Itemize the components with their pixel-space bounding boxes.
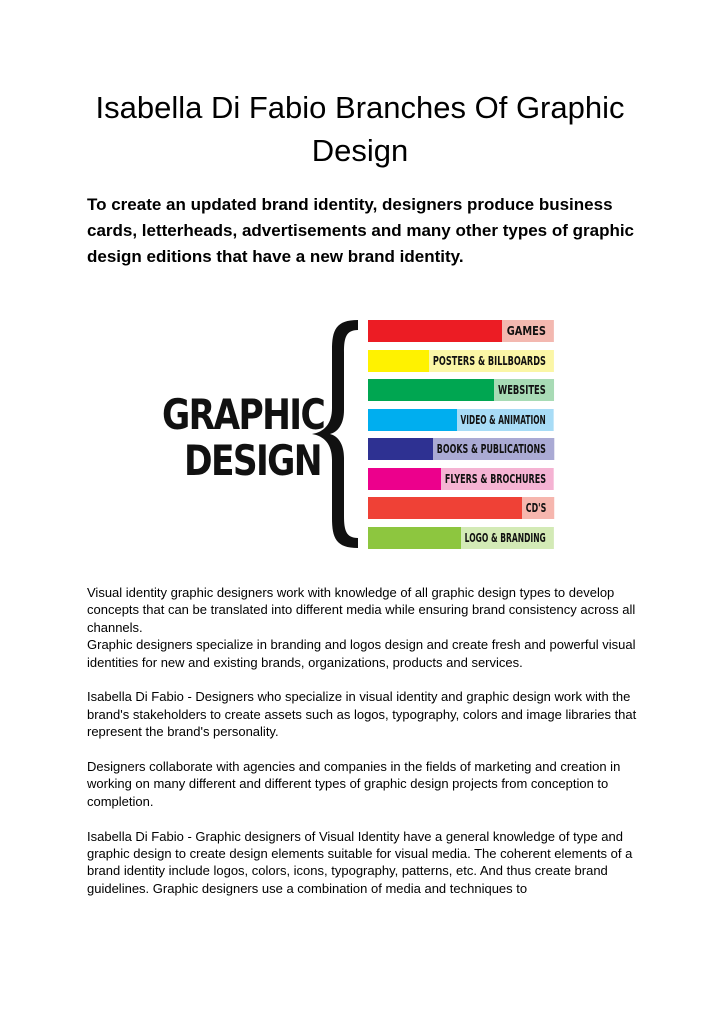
branch-bar bbox=[368, 438, 433, 460]
branch-bar bbox=[368, 409, 457, 431]
branch-label: BOOKS & PUBLICATIONS bbox=[433, 438, 554, 460]
branch-label: CD'S bbox=[522, 497, 554, 519]
branch-label: WEBSITES bbox=[494, 379, 554, 401]
graphic-design-figure bbox=[160, 316, 560, 552]
branch-bar bbox=[368, 350, 429, 372]
page-title: Isabella Di Fabio Branches Of Graphic Design bbox=[95, 90, 625, 168]
branch-label: LOGO & BRANDING bbox=[461, 527, 554, 549]
branch-bar bbox=[368, 320, 502, 342]
branch-bar bbox=[368, 497, 522, 519]
branch-label: GAMES bbox=[502, 320, 554, 342]
branch-bar bbox=[368, 468, 441, 490]
branch-bar bbox=[368, 379, 494, 401]
branch-label: POSTERS & BILLBOARDS bbox=[429, 350, 554, 372]
body-paragraph: Isabella Di Fabio - Designers who specialize in visual identity and graphic design work with the brand's stakeholders to create assets such as logos, typography, colors and image libraries that represent the brand's personality. bbox=[87, 689, 637, 740]
branch-label: FLYERS & BROCHURES bbox=[441, 468, 554, 490]
figure-word-graphic: GRAPHIC bbox=[162, 390, 325, 439]
curly-brace-icon bbox=[306, 316, 366, 552]
branch-label: VIDEO & ANIMATION bbox=[457, 409, 554, 431]
branch-bar bbox=[368, 527, 461, 549]
body-paragraph: Designers collaborate with agencies and companies in the fields of marketing and creation in working on many different and different types of graphic design projects from conception to completion. bbox=[87, 759, 621, 809]
lead-paragraph: To create an updated brand identity, designers produce business cards, letterheads, advertisements and many other types of graphic design editions that have a new brand identity. bbox=[87, 195, 635, 266]
body-paragraph: Isabella Di Fabio - Graphic designers of Visual Identity have a general knowledge of type and graphic design to create design elements suitable for visual media. The coherent elements of a brand identity include logos, colors, icons, typography, patterns, etc. And thus create brand guidelines. Graphic designers use a combination of media and techniques to bbox=[87, 828, 633, 896]
body-text bbox=[87, 584, 642, 915]
figure-word-design: DESIGN bbox=[184, 436, 321, 485]
body-paragraph: Visual identity graphic designers work with knowledge of all graphic design types to develop concepts that can be translated into different media while ensuring brand consistency across all channels. Graphic designers specialize in branding and logos design and create fresh and powerful visual identities for new and existing brands, organizations, products and services. bbox=[87, 585, 636, 670]
